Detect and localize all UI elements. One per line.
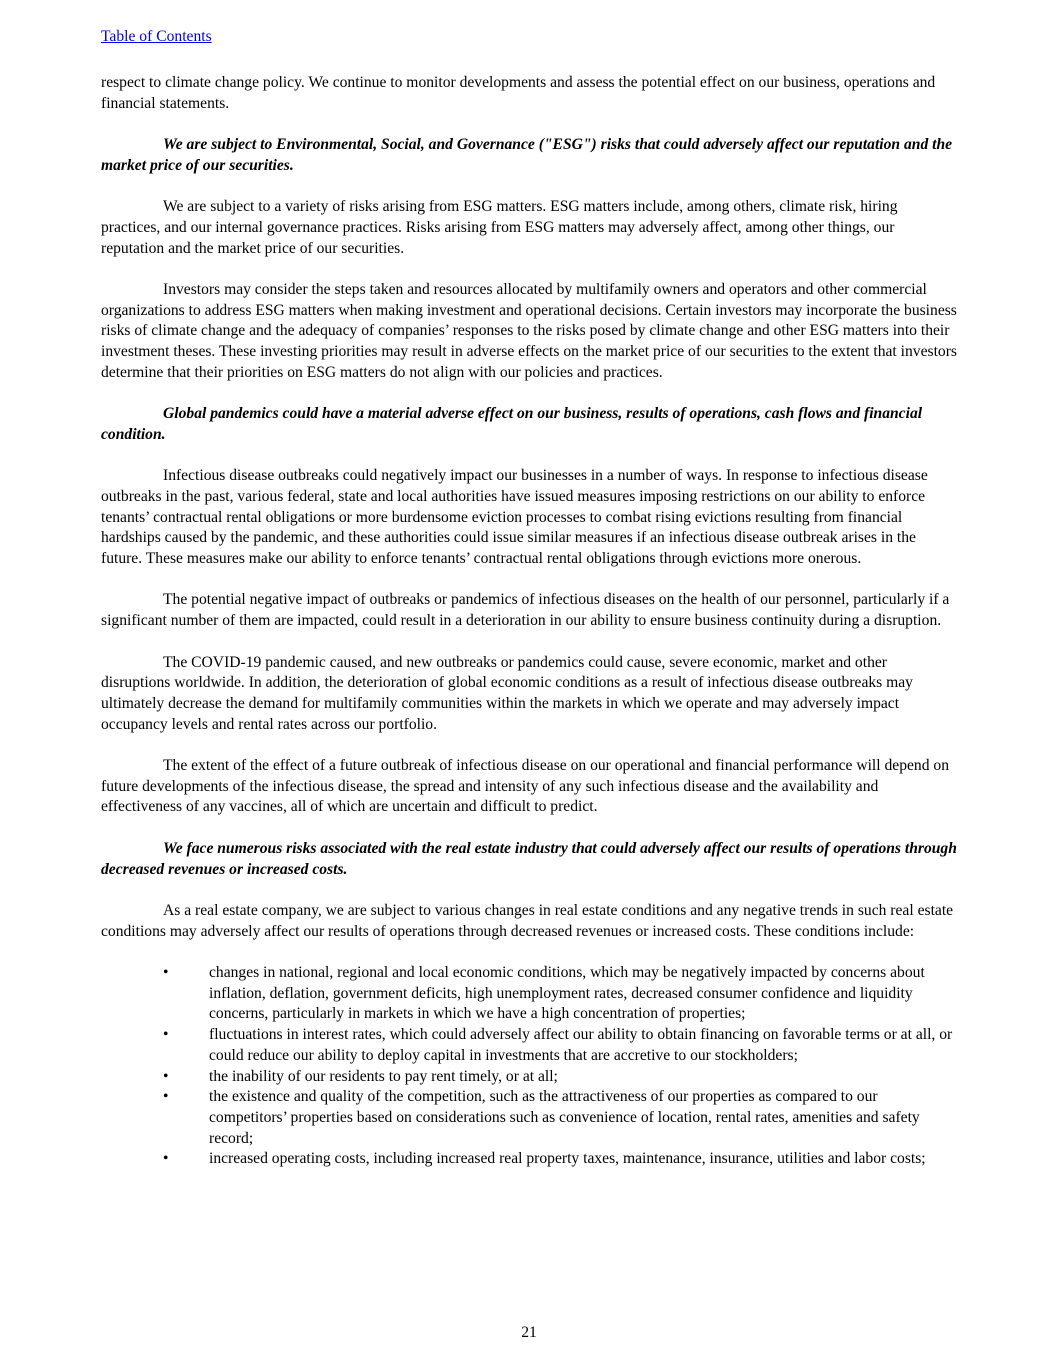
esg-paragraph-2: Investors may consider the steps taken and resources allocated by multifamily owners and operators and other commercial organizations to address ESG matters when making investment and operational decisions. Certain investors may incorporate the business risks of climate change and the adequacy of companies’ responses to the risks posed by climate change and other ESG matters into their investment theses. These investing priorities may result in adverse effects on the market price of our securities to the extent that investors determine that their priorities on ESG matters do not align with our policies and practices. <box>101 280 957 381</box>
esg-paragraph-1: We are subject to a variety of risks arising from ESG matters. ESG matters include, among others, climate risk, hiring practices, and our internal governance practices. Risks arising from ESG matters may adversely affect, among other things, our reputation and the market price of our securities. <box>101 198 898 257</box>
list-item-text: the existence and quality of the competition, such as the attractiveness of our properties as compared to our competitors’ properties based on considerations such as convenience of location, rental rates, amenities and safety record; <box>209 1088 920 1147</box>
list-item <box>101 963 957 1025</box>
conditions-list <box>101 963 957 1170</box>
document-page <box>101 0 957 1365</box>
carryover-paragraph: respect to climate change policy. We continue to monitor developments and assess the potential effect on our business, operations and financial statements. <box>101 74 936 112</box>
bullet-icon: • <box>163 1067 169 1085</box>
list-item-text: changes in national, regional and local economic conditions, which may be negatively impacted by concerns about inflation, deflation, government deficits, high unemployment rates, decreased consumer confidence and liquidity concerns, particularly in markets in which we have a high concentration of properties; <box>209 964 925 1023</box>
pandemic-risk-heading: Global pandemics could have a material adverse effect on our business, results of operations, cash flows and financial condition. <box>101 405 923 443</box>
pandemic-paragraph-2: The potential negative impact of outbreaks or pandemics of infectious diseases on the health of our personnel, particularly if a significant number of them are impacted, could result in a deterioration in our ability to ensure business continuity during a disruption. <box>101 591 950 630</box>
table-of-contents-link[interactable]: Table of Contents <box>101 28 212 45</box>
list-item <box>101 1087 957 1149</box>
list-item <box>101 1149 957 1170</box>
list-item-text: fluctuations in interest rates, which could adversely affect our ability to obtain financing on favorable terms or at all, or could reduce our ability to deploy capital in investments that are accretive to our stockholders; <box>209 1026 953 1064</box>
list-item-text: increased operating costs, including increased real property taxes, maintenance, insurance, utilities and labor costs; <box>209 1150 926 1168</box>
body-text <box>101 73 957 1170</box>
pandemic-paragraph-1: Infectious disease outbreaks could negatively impact our businesses in a number of ways. In response to infectious disease outbreaks in the past, various federal, state and local authorities have issued measures imposing restrictions on our ability to enforce tenants’ contractual rental obligations or more burdensome eviction processes to combat rising evictions resulting from financial hardships caused by the pandemic, and these authorities could issue similar measures if an infectious disease outbreak arises in the future. These measures make our ability to enforce tenants’ contractual rental obligations through evictions more onerous. <box>101 467 928 568</box>
bullet-icon: • <box>163 964 169 982</box>
bullet-icon: • <box>163 1150 169 1168</box>
list-item <box>101 1067 957 1088</box>
list-item-text: the inability of our residents to pay rent timely, or at all; <box>209 1067 558 1085</box>
bullet-icon: • <box>163 1088 169 1106</box>
list-item <box>101 1025 957 1066</box>
bullet-icon: • <box>163 1026 169 1044</box>
real-estate-risk-heading: We face numerous risks associated with the real estate industry that could adversely affect our results of operations through decreased revenues or increased costs. <box>101 839 957 878</box>
pandemic-paragraph-3: The COVID-19 pandemic caused, and new outbreaks or pandemics could cause, severe economic, market and other disruptions worldwide. In addition, the deterioration of global economic conditions as a result of infectious disease outbreaks may ultimately decrease the demand for multifamily communities within the markets in which we operate and may adversely impact occupancy levels and rental rates across our portfolio. <box>101 653 913 733</box>
page-number: 21 <box>521 1324 537 1341</box>
esg-risk-heading: We are subject to Environmental, Social, and Governance ("ESG") risks that could adversely affect our reputation and the market price of our securities. <box>101 136 953 174</box>
real-estate-paragraph-1: As a real estate company, we are subject to various changes in real estate conditions and any negative trends in such real estate conditions may adversely affect our results of operations through decreased revenues or increased costs. These conditions include: <box>101 901 954 940</box>
pandemic-paragraph-4: The extent of the effect of a future outbreak of infectious disease on our operational and financial performance will depend on future developments of the infectious disease, the spread and intensity of any such infectious disease and the availability and effectiveness of any vaccines, all of which are uncertain and difficult to predict. <box>101 757 950 816</box>
